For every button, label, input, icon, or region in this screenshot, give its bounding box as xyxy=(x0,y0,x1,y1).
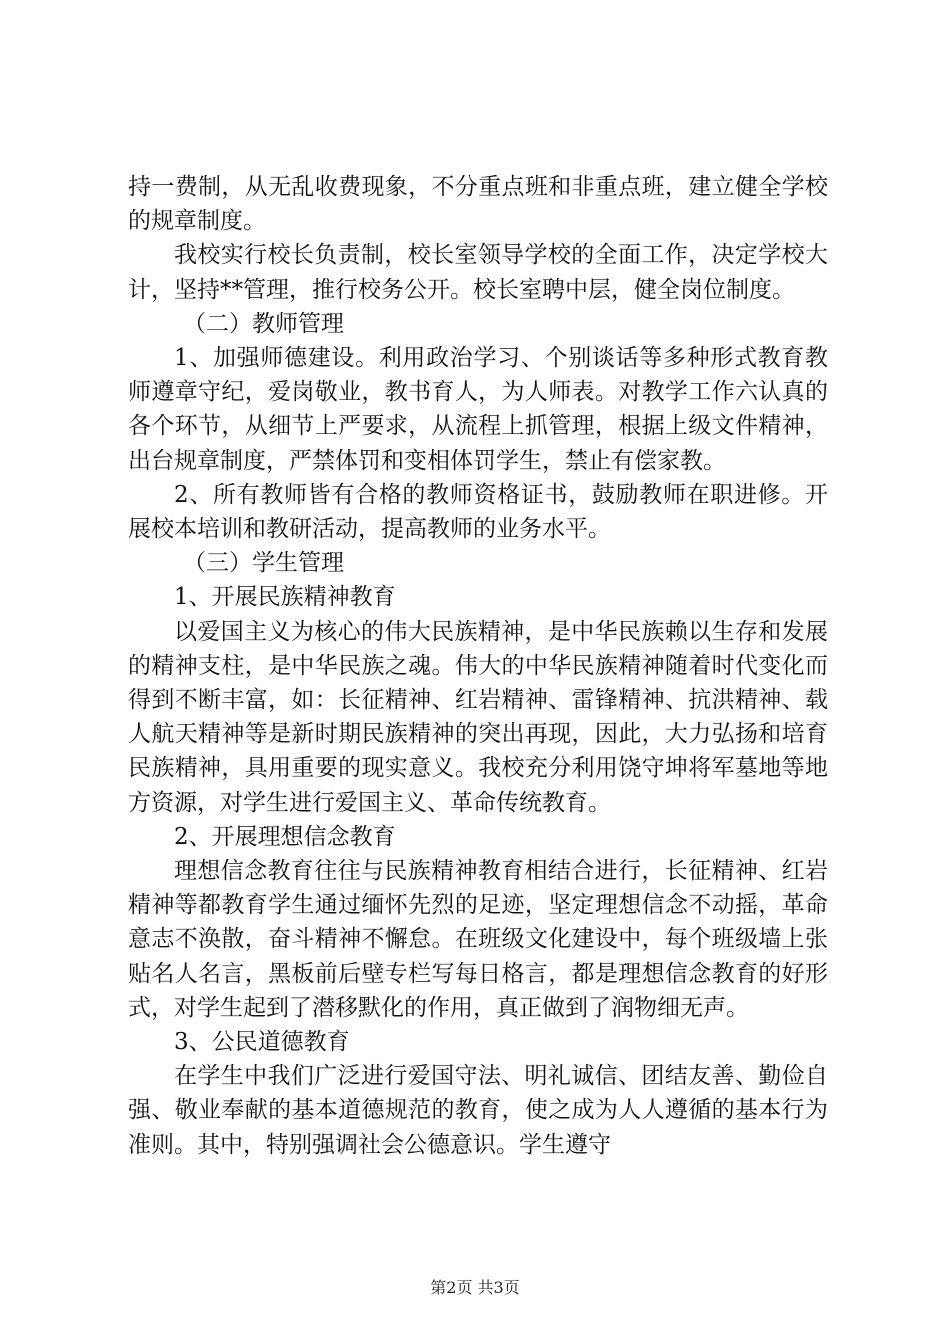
paragraph-teacher-ethics: 1、加强师德建设。利用政治学习、个别谈话等多种形式教育教师遵章守纪，爱岗敬业，教书育人，为人师表。对教学工作六认真的各个环节，从细节上严要求，从流程上抓管理，根据上级文件精神，出台规章制度，严禁体罚和变相体罚学生，禁止有偿家教。 xyxy=(128,345,828,474)
paragraph-principal-responsibility: 我校实行校长负责制，校长室领导学校的全面工作，决定学校大计，坚持**管理，推行校务公开。校长室聘中层，健全岗位制度。 xyxy=(128,242,828,303)
subheading-civic-morality: 3、公民道德教育 xyxy=(174,1029,350,1056)
section-heading-teacher-management: （二）教师管理 xyxy=(183,310,344,337)
document-body xyxy=(128,170,828,1162)
section-heading-student-management: （三）学生管理 xyxy=(183,550,344,577)
page-number-footer: 第2页 共3页 xyxy=(430,1278,520,1297)
paragraph-teacher-qualification: 2、所有教师皆有合格的教师资格证书，鼓励教师在职进修。开展校本培训和教研活动，提高教师的业务水平。 xyxy=(128,481,828,543)
paragraph-civic-morality: 在学生中我们广泛进行爱国守法、明礼诚信、团结友善、勤俭自强、敬业奉献的基本道德规范的教育，使之成为人人遵循的基本行为准则。其中，特别强调社会公德意识。学生遵守 xyxy=(128,1063,828,1158)
paragraph-ideals-beliefs: 理想信念教育往往与民族精神教育相结合进行，长征精神、红岩精神等都教育学生通过缅怀先烈的足迹，坚定理想信念不动摇，革命意志不涣散，奋斗精神不懈怠。在班级文化建设中，每个班级墙上张贴名人名言，黑板前后壁专栏写每日格言，都是理想信念教育的好形式，对学生起到了潜移默化的作用，真正做到了润物细无声。 xyxy=(128,858,828,1021)
subheading-national-spirit: 1、开展民族精神教育 xyxy=(174,584,396,611)
subheading-ideals-beliefs: 2、开展理想信念教育 xyxy=(174,823,396,850)
paragraph-fee-policy: 持一费制，从无乱收费现象，不分重点班和非重点班，建立健全学校的规章制度。 xyxy=(128,174,828,235)
paragraph-national-spirit: 以爱国主义为核心的伟大民族精神，是中华民族赖以生存和发展的精神支柱，是中华民族之魂。伟大的中华民族精神随着时代变化而得到不断丰富，如：长征精神、红岩精神、雷锋精神、抗洪精神、载人航天精神等是新时期民族精神的突出再现，因此，大力弘扬和培育民族精神，具用重要的现实意义。我校充分利用饶守坤将军墓地等地方资源，对学生进行爱国主义、革命传统教育。 xyxy=(128,618,828,816)
